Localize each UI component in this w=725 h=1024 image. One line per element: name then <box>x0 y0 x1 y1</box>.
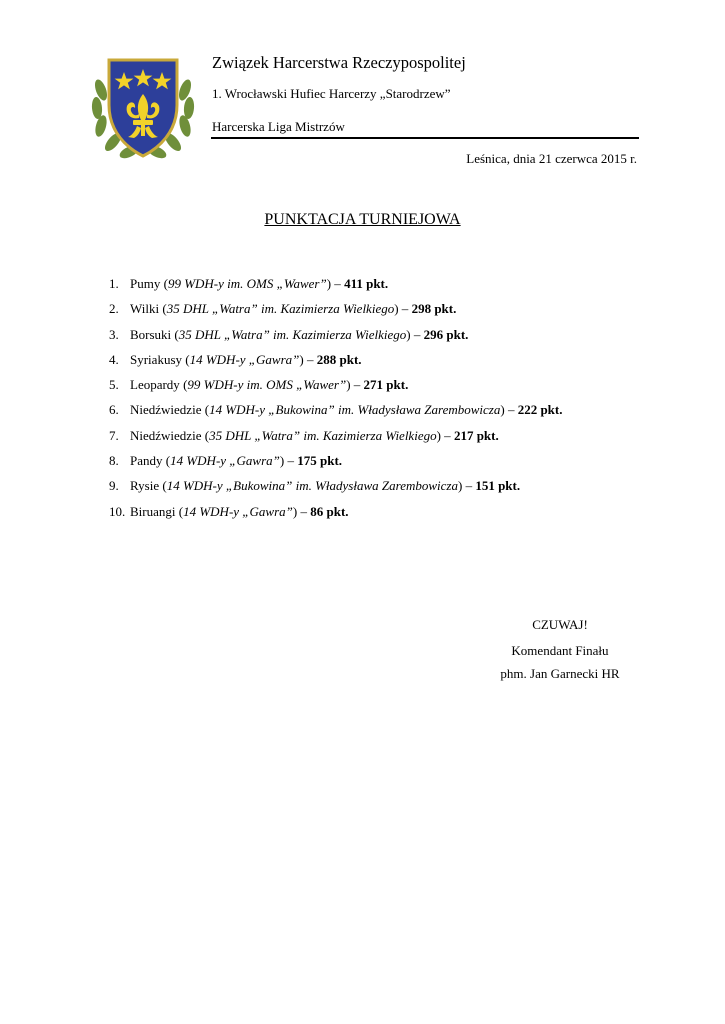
points-value: 288 pkt. <box>316 351 362 367</box>
team-name: Niedźwiedzie <box>130 402 202 418</box>
result-item: 6. Niedźwiedzie (14 WDH-y „Bukowina” im. Władysława Zarembowicza) – 222 pkt. <box>109 400 563 425</box>
unit-name: 14 WDH-y „Gawra” <box>170 453 280 469</box>
team-name: Wilki <box>130 301 160 317</box>
team-name: Pandy <box>130 453 163 469</box>
points-value: 296 pkt. <box>423 326 469 342</box>
scout-emblem-logo <box>87 50 199 164</box>
signatory-role: Komendant Finału <box>511 643 609 658</box>
team-name: Biruangi <box>130 503 176 519</box>
signatory-name: phm. Jan Garnecki HR <box>500 666 620 681</box>
points-value: 411 pkt. <box>344 276 389 291</box>
unit-name: 99 WDH-y im. OMS „Wawer” <box>187 377 347 393</box>
rank-number: 8. <box>109 453 119 469</box>
result-item: 8. Pandy (14 WDH-y „Gawra”) – 175 pkt. <box>109 451 563 476</box>
rank-number: 1. <box>109 276 119 291</box>
closing-greeting: CZUWAJ! <box>532 617 588 632</box>
rank-number: 3. <box>109 326 119 342</box>
result-item: 3. Borsuki (35 DHL „Watra” im. Kazimierza Wielkiego) – 296 pkt. <box>109 325 563 350</box>
rank-number: 7. <box>109 427 119 443</box>
points-value: 86 pkt. <box>310 503 349 519</box>
team-name: Borsuki <box>130 326 172 342</box>
document-date: Leśnica, dnia 21 czerwca 2015 r. <box>466 151 637 166</box>
unit-name: 14 WDH-y „Bukowina” im. Władysława Zarembowicza <box>209 402 501 418</box>
rank-number: 2. <box>109 301 119 317</box>
rank-number: 5. <box>109 377 119 393</box>
result-item: 10. Biruangi (14 WDH-y „Gawra”) – 86 pkt. <box>109 502 563 527</box>
unit-name: 35 DHL „Watra” im. Kazimierza Wielkiego <box>166 301 395 317</box>
team-name: Leopardy <box>130 377 180 393</box>
points-value: 271 pkt. <box>363 377 409 393</box>
result-item: 5. Leopardy (99 WDH-y im. OMS „Wawer”) – 271 pkt. <box>109 375 563 400</box>
district-name: 1. Wrocławski Hufiec Harcerzy „Starodrzew” <box>212 86 451 101</box>
result-item: 9. Rysie (14 WDH-y „Bukowina” im. Władysława Zarembowicza) – 151 pkt. <box>109 476 563 501</box>
points-value: 222 pkt. <box>517 402 563 418</box>
results-list <box>109 274 563 527</box>
rank-number: 9. <box>109 478 119 494</box>
unit-name: 14 WDH-y „Gawra” <box>183 503 293 519</box>
organization-name: Związek Harcerstwa Rzeczypospolitej <box>212 53 466 72</box>
rank-number: 6. <box>109 402 119 418</box>
result-item: 4. Syriakusy (14 WDH-y „Gawra”) – 288 pkt. <box>109 350 563 375</box>
unit-name: 35 DHL „Watra” im. Kazimierza Wielkiego <box>178 326 407 342</box>
unit-name: 35 DHL „Watra” im. Kazimierza Wielkiego <box>209 427 437 443</box>
points-value: 175 pkt. <box>297 453 343 469</box>
rank-number: 10. <box>109 503 126 519</box>
document-title: PUNKTACJA TURNIEJOWA <box>264 211 461 228</box>
rank-number: 4. <box>109 351 119 367</box>
team-name: Rysie <box>130 478 160 494</box>
points-value: 298 pkt. <box>411 301 457 317</box>
result-item: 1. Pumy (99 WDH-y im. OMS „Wawer”) – 411 pkt. <box>109 274 563 299</box>
team-name: Syriakusy <box>130 351 182 367</box>
team-name: Niedźwiedzie <box>130 427 202 443</box>
points-value: 151 pkt. <box>475 478 521 494</box>
result-item: 7. Niedźwiedzie (35 DHL „Watra” im. Kazimierza Wielkiego) – 217 pkt. <box>109 426 563 451</box>
header-divider <box>211 137 639 139</box>
unit-name: 14 WDH-y „Gawra” <box>189 351 300 367</box>
points-value: 217 pkt. <box>453 427 499 443</box>
unit-name: 99 WDH-y im. OMS „Wawer” <box>167 276 327 291</box>
unit-name: 14 WDH-y „Bukowina” im. Władysława Zarembowicza <box>166 478 458 494</box>
result-item: 2. Wilki (35 DHL „Watra” im. Kazimierza Wielkiego) – 298 pkt. <box>109 299 563 324</box>
team-name: Pumy <box>130 276 161 291</box>
league-name: Harcerska Liga Mistrzów <box>212 119 345 134</box>
